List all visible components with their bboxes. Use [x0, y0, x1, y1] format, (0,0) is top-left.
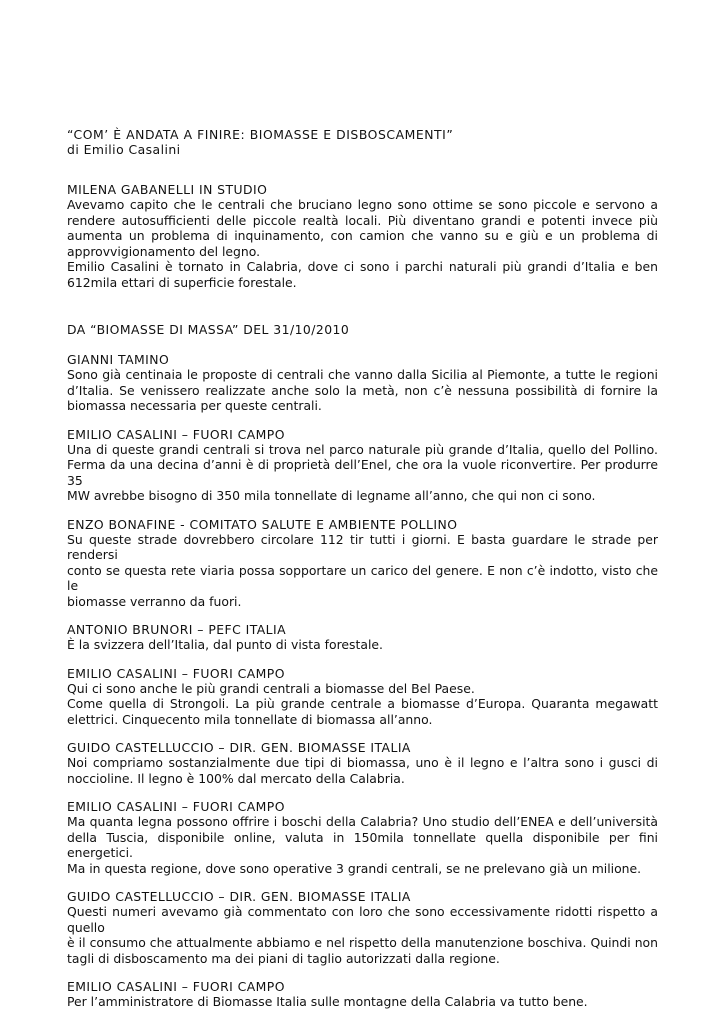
speaker-name: ANTONIO BRUNORI – PEFC ITALIA: [67, 622, 287, 637]
paragraph-line: è il consumo che attualmente abbiamo e nel rispetto della manutenzione boschiva. Quindi non: [67, 935, 658, 950]
paragraph-line: della Tuscia, disponibile online, valuta in 150mila tonnellate quella disponibile per fini energetici.: [67, 829, 658, 860]
speaker-name: EMILIO CASALINI – FUORI CAMPO: [67, 426, 285, 442]
speaker-paragraph: [67, 994, 658, 1010]
speaker-name: GUIDO CASTELLUCCIO – DIR. GEN. BIOMASSE ITALIA: [67, 889, 411, 904]
intro-speaker: MILENA GABANELLI IN STUDIO: [67, 182, 268, 197]
paragraph-line: 612mila ettari di superficie forestale.: [67, 274, 297, 290]
paragraph-line: biomasse verranno da fuori.: [67, 593, 242, 609]
transcript-block: [67, 427, 658, 504]
document-byline: di Emilio Casalini: [67, 142, 181, 157]
paragraph-line: approvvigionamento del legno.: [67, 243, 261, 259]
document-page: [67, 127, 658, 1010]
paragraph-line: Emilio Casalini è tornato in Calabria, dove ci sono i parchi naturali più grandi d’Italia e ben: [67, 259, 658, 274]
paragraph-line: Ferma da una decina d’anni è di proprietà dell’Enel, che ora la vuole riconvertire. Per produrre 35: [67, 457, 658, 488]
speaker-paragraph: [67, 814, 658, 876]
speaker-paragraph: [67, 367, 658, 414]
transcript-block: [67, 799, 658, 876]
transcript-block: [67, 979, 658, 1010]
paragraph-line: Come quella di Strongoli. La più grande centrale a biomasse d’Europa. Quaranta megawatt: [67, 696, 658, 711]
source-heading: DA “BIOMASSE DI MASSA” DEL 31/10/2010: [67, 322, 350, 337]
transcript-block: [67, 740, 658, 786]
paragraph-line: Su queste strade dovrebbero circolare 112 tir tutti i giorni. E basta guardare le strade per rendersi: [67, 531, 658, 562]
speaker-name: EMILIO CASALINI – FUORI CAMPO: [67, 979, 285, 994]
transcript-block: [67, 622, 658, 653]
paragraph-line: tagli di disboscamento ma dei piani di taglio autorizzati dalla regione.: [67, 950, 500, 966]
paragraph-line: Sono già centinaia le proposte di centrali che vanno dalla Sicilia al Piemonte, a tutte le regioni: [67, 367, 658, 382]
paragraph-line: Ma quanta legna possono offrire i boschi della Calabria? Uno studio dell’ENEA e dell’università: [67, 814, 658, 829]
transcript-block: [67, 666, 658, 728]
paragraph-line: aumenta un problema di inquinamento, con camion che vanno su e giù e un problema di: [67, 228, 658, 243]
speaker-name: EMILIO CASALINI – FUORI CAMPO: [67, 665, 285, 681]
speaker-paragraph: [67, 637, 658, 653]
speaker-paragraph: [67, 681, 658, 728]
speaker-name: GIANNI TAMINO: [67, 352, 170, 367]
paragraph-line: Noi compriamo sostanzialmente due tipi di biomassa, uno è il legno e l’altra sono i gusci di: [67, 755, 658, 770]
paragraph-line: rendere autosufficienti delle piccole realtà locali. Più diventano grandi e potenti invece più: [67, 212, 658, 228]
paragraph-line: conto se questa rete viaria possa sopportare un carico del genere. E non c’è indotto, visto che le: [67, 562, 658, 593]
speaker-paragraph: [67, 904, 658, 966]
transcript-block: [67, 352, 658, 414]
paragraph-line: Questi numeri avevamo già commentato con loro che sono eccessivamente ridotti rispetto a quello: [67, 904, 658, 935]
speaker-paragraph: [67, 532, 658, 610]
speaker-name: EMILIO CASALINI – FUORI CAMPO: [67, 799, 285, 814]
speaker-paragraph: [67, 755, 658, 786]
paragraph-line: d’Italia. Se venissero realizzate anche solo la metà, non c’è nessuna possibilità di fornire la: [67, 382, 658, 398]
paragraph-line: Una di queste grandi centrali si trova nel parco naturale più grande d’Italia, quello del Pollino.: [67, 441, 658, 457]
speaker-name: GUIDO CASTELLUCCIO – DIR. GEN. BIOMASSE ITALIA: [67, 740, 411, 755]
document-title: “COM’ È ANDATA A FINIRE: BIOMASSE E DISBOSCAMENTI”: [67, 127, 454, 142]
paragraph-line: biomassa necessaria per queste centrali.: [67, 398, 322, 413]
paragraph-line: MW avrebbe bisogno di 350 mila tonnellate di legname all’anno, che qui non ci sono.: [67, 488, 596, 503]
transcript-block: [67, 517, 658, 610]
paragraph-line: Per l’amministratore di Biomasse Italia sulle montagne della Calabria va tutto bene.: [67, 994, 588, 1009]
paragraph-line: È la svizzera dell’Italia, dal punto di vista forestale.: [67, 637, 383, 652]
intro-paragraph: [67, 197, 658, 290]
paragraph-line: noccioline. Il legno è 100% dal mercato della Calabria.: [67, 770, 405, 786]
speaker-name: ENZO BONAFINE - COMITATO SALUTE E AMBIENTE POLLINO: [67, 516, 458, 532]
paragraph-line: Qui ci sono anche le più grandi centrali a biomasse del Bel Paese.: [67, 680, 475, 696]
speaker-paragraph: [67, 442, 658, 504]
paragraph-line: Ma in questa regione, dove sono operative 3 grandi centrali, se ne prelevano già un milione.: [67, 860, 642, 876]
paragraph-line: Avevamo capito che le centrali che bruciano legno sono ottime se sono piccole e servono a: [67, 197, 658, 212]
transcript-block: [67, 889, 658, 966]
paragraph-line: elettrici. Cinquecento mila tonnellate di biomassa all’anno.: [67, 711, 433, 727]
